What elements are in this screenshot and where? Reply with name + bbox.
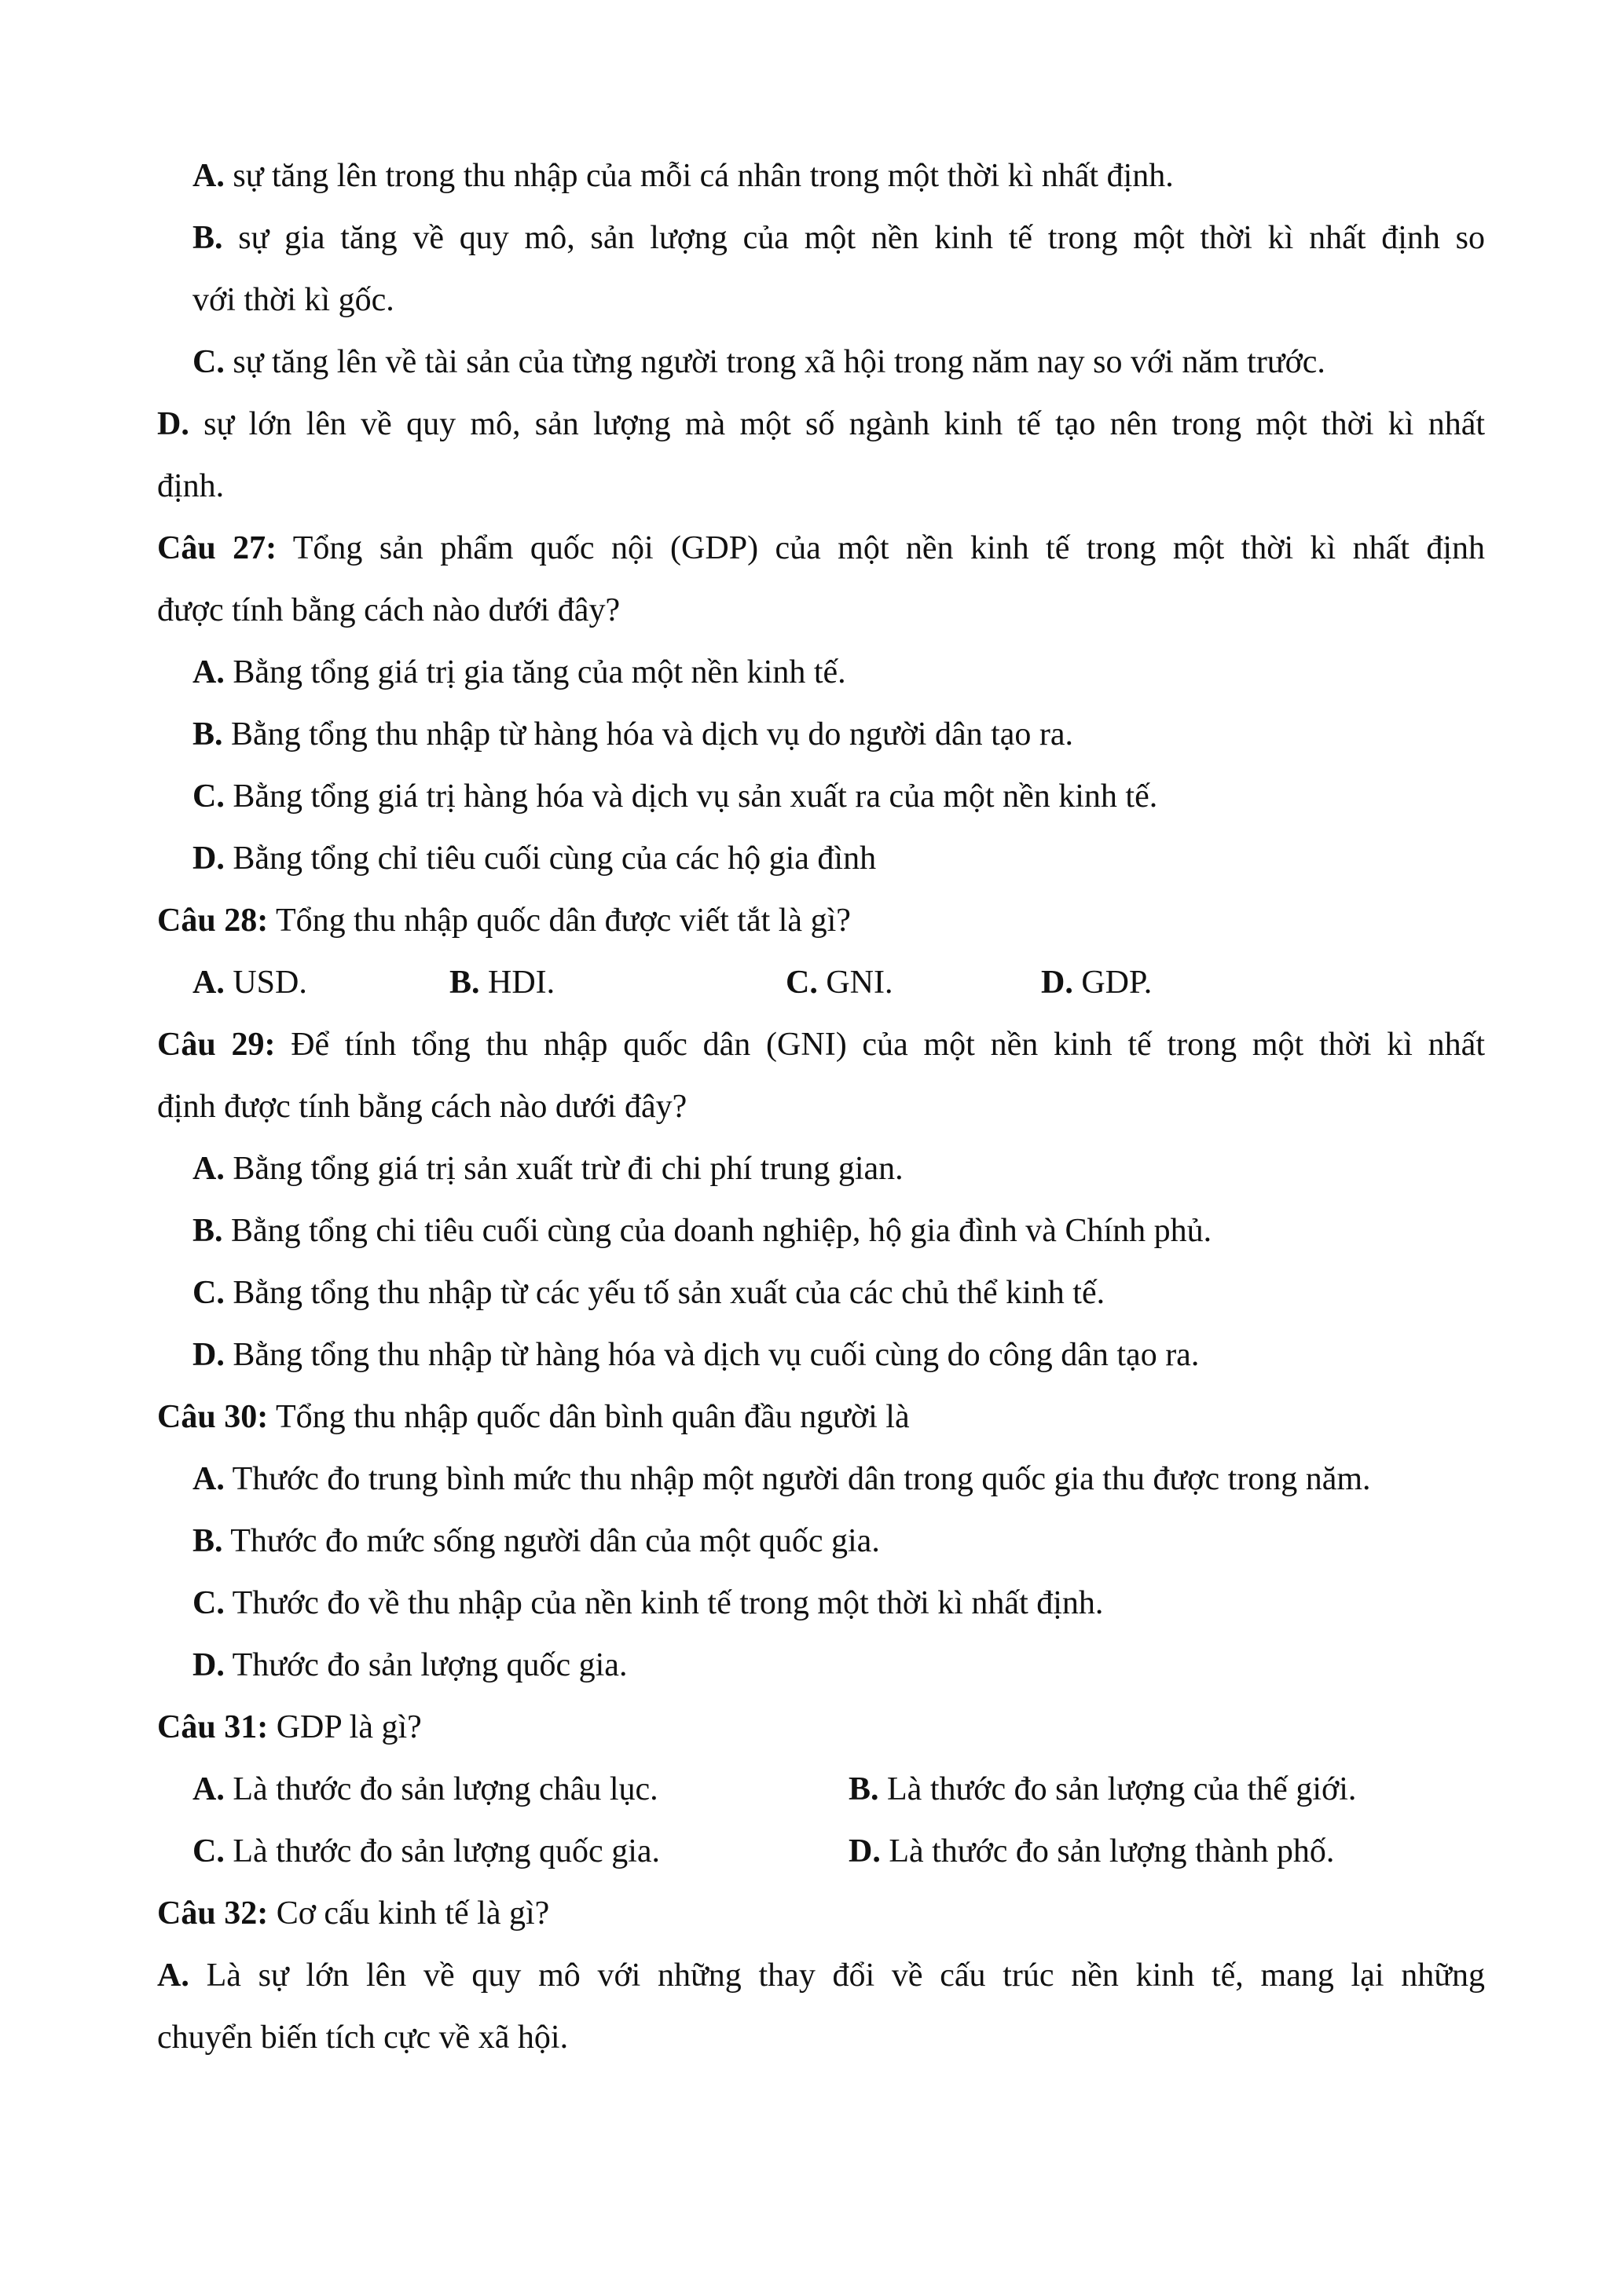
q28-option-d: D. GDP. <box>1041 965 1153 1001</box>
q31-option-d: D. Là thước đo sản lượng thành phố. <box>849 1833 1335 1869</box>
q28-option-a: A. USD. <box>192 965 307 1001</box>
q29-question-cont: định được tính bằng cách nào dưới đây? <box>157 1089 687 1125</box>
q27-option-a: A. Bằng tổng giá trị gia tăng của một nền kinh tế. <box>192 654 846 690</box>
q30-question: Câu 30: Tổng thu nhập quốc dân bình quân đầu người là <box>157 1399 910 1435</box>
q26-option-c: C. sự tăng lên về tài sản của từng người trong xã hội trong năm nay so với năm trước. <box>192 344 1325 380</box>
q30-option-b: B. Thước đo mức sống người dân của một quốc gia. <box>192 1523 880 1559</box>
q27-option-d: D. Bằng tổng chỉ tiêu cuối cùng của các hộ gia đình <box>192 840 877 877</box>
q31-question: Câu 31: GDP là gì? <box>157 1709 422 1745</box>
q26-option-d: D. sự lớn lên về quy mô, sản lượng mà một số ngành kinh tế tạo nên trong một thời kì nhất <box>157 406 1486 442</box>
q28-question: Câu 28: Tổng thu nhập quốc dân được viết tắt là gì? <box>157 903 851 939</box>
q26-option-a: A. sự tăng lên trong thu nhập của mỗi cá nhân trong một thời kì nhất định. <box>192 158 1174 194</box>
q29-option-b: B. Bằng tổng chi tiêu cuối cùng của doanh nghiệp, hộ gia đình và Chính phủ. <box>192 1213 1212 1249</box>
q29-option-a: A. Bằng tổng giá trị sản xuất trừ đi chi phí trung gian. <box>192 1151 904 1187</box>
q27-option-b: B. Bằng tổng thu nhập từ hàng hóa và dịch vụ do người dân tạo ra. <box>192 716 1074 753</box>
q30-option-d: D. Thước đo sản lượng quốc gia. <box>192 1647 628 1683</box>
q30-option-a: A. Thước đo trung bình mức thu nhập một người dân trong quốc gia thu được trong năm. <box>192 1461 1371 1497</box>
q32-option-a-cont: chuyển biến tích cực về xã hội. <box>157 2020 569 2056</box>
q29-option-c: C. Bằng tổng thu nhập từ các yếu tố sản xuất của các chủ thể kinh tế. <box>192 1275 1105 1311</box>
q28-option-b: B. HDI. <box>449 965 555 1001</box>
q26-option-d-cont: định. <box>157 468 225 504</box>
q26-option-b: B. sự gia tăng về quy mô, sản lượng của một nền kinh tế trong một thời kì nhất định so <box>192 220 1485 256</box>
q27-question-cont: được tính bằng cách nào dưới đây? <box>157 592 621 628</box>
q28-option-c: C. GNI. <box>786 965 893 1001</box>
q29-option-d: D. Bằng tổng thu nhập từ hàng hóa và dịch vụ cuối cùng do công dân tạo ra. <box>192 1337 1200 1373</box>
q31-option-b: B. Là thước đo sản lượng của thế giới. <box>849 1771 1357 1807</box>
q31-option-c: C. Là thước đo sản lượng quốc gia. <box>192 1833 661 1869</box>
q31-option-a: A. Là thước đo sản lượng châu lục. <box>192 1771 658 1807</box>
q32-option-a: A. Là sự lớn lên về quy mô với những thay đổi về cấu trúc nền kinh tế, mang lại những <box>157 1957 1485 1994</box>
q26-option-b-cont: với thời kì gốc. <box>192 282 394 318</box>
q27-option-c: C. Bằng tổng giá trị hàng hóa và dịch vụ sản xuất ra của một nền kinh tế. <box>192 778 1158 815</box>
q29-question: Câu 29: Để tính tổng thu nhập quốc dân (GNI) của một nền kinh tế trong một thời kì nhất <box>157 1027 1485 1063</box>
q30-option-c: C. Thước đo về thu nhập của nền kinh tế trong một thời kì nhất định. <box>192 1585 1104 1621</box>
q27-question: Câu 27: Tổng sản phẩm quốc nội (GDP) của một nền kinh tế trong một thời kì nhất định <box>157 530 1485 566</box>
q32-question: Câu 32: Cơ cấu kinh tế là gì? <box>157 1895 550 1932</box>
